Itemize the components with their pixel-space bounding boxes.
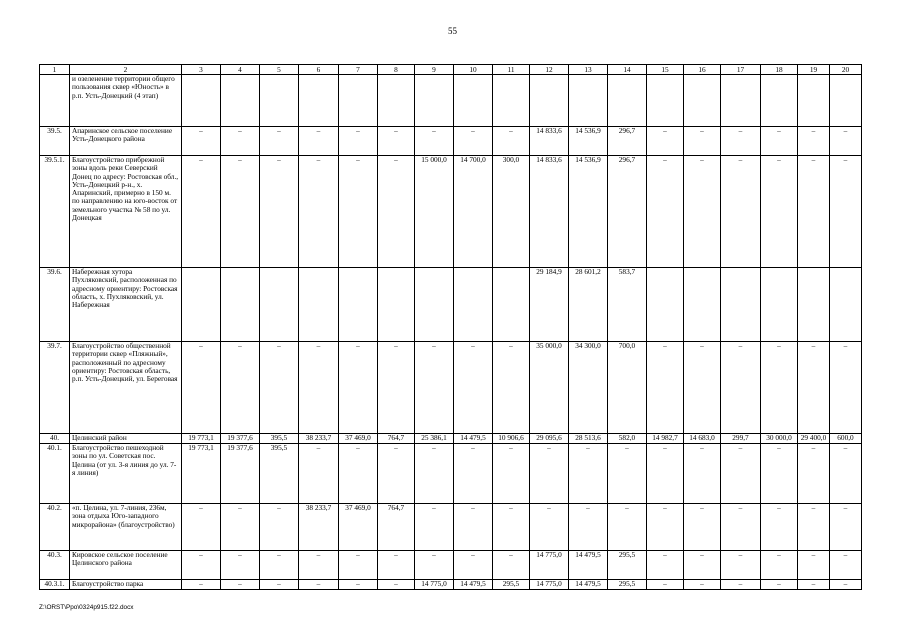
value-cell: 583,7 (608, 268, 647, 342)
value-cell: 14 536,9 (569, 156, 608, 268)
value-cell: – (830, 444, 862, 504)
value-cell: – (569, 504, 608, 551)
value-cell: – (684, 342, 721, 434)
value-cell: – (684, 580, 721, 590)
table-body (40, 65, 862, 590)
value-cell: – (761, 580, 798, 590)
row-number: 40.1. (40, 444, 70, 504)
value-cell: 30 000,0 (761, 434, 798, 444)
column-number: 3 (182, 65, 221, 75)
value-cell: – (647, 580, 684, 590)
value-cell (798, 75, 830, 127)
row-description: «п. Целина, ул. 7-линия, 236м, зона отдыха Юго-западного микрорайона» (благоустройство) (70, 504, 182, 551)
value-cell: – (761, 551, 798, 580)
value-cell: – (798, 127, 830, 156)
value-cell: – (415, 444, 454, 504)
value-cell: – (569, 444, 608, 504)
value-cell: – (378, 551, 415, 580)
value-cell: 14 479,5 (569, 580, 608, 590)
value-cell: 10 906,6 (493, 434, 530, 444)
value-cell: 14 479,5 (569, 551, 608, 580)
column-number: 16 (684, 65, 721, 75)
value-cell: 15 000,0 (415, 156, 454, 268)
row-description: Благоустройство прибрежной зоны вдоль реки Северский Донец по адресу: Ростовская обл., Усть-Донецкий р-н., х. Апаринский, примерно в 150 м. по направлению на юго-восток от земельного участка № 58 по ул. Донецкая (70, 156, 182, 268)
row-description: Благоустройство пешеходной зоны по ул. Советская пос. Целина (от ул. 3-я линия до ул. 7-я линия) (70, 444, 182, 504)
value-cell: – (454, 504, 493, 551)
value-cell: 14 833,6 (530, 127, 569, 156)
value-cell: 395,5 (260, 434, 299, 444)
value-cell: – (684, 551, 721, 580)
value-cell (608, 75, 647, 127)
value-cell: 38 233,7 (299, 434, 339, 444)
value-cell: 28 601,2 (569, 268, 608, 342)
value-cell: 29 400,0 (798, 434, 830, 444)
value-cell: – (339, 580, 378, 590)
table-row (40, 444, 862, 504)
value-cell: – (493, 551, 530, 580)
value-cell: – (260, 342, 299, 434)
row-number: 39.5.1. (40, 156, 70, 268)
value-cell: – (608, 504, 647, 551)
value-cell: – (721, 342, 761, 434)
value-cell: – (493, 444, 530, 504)
row-number: 39.5. (40, 127, 70, 156)
value-cell: 395,5 (260, 444, 299, 504)
value-cell: – (378, 342, 415, 434)
value-cell: – (221, 551, 260, 580)
value-cell: – (721, 127, 761, 156)
table-row (40, 551, 862, 580)
column-number: 15 (647, 65, 684, 75)
value-cell: – (299, 342, 339, 434)
value-cell: 300,0 (493, 156, 530, 268)
value-cell (721, 268, 761, 342)
value-cell (798, 268, 830, 342)
value-cell: – (182, 504, 221, 551)
value-cell: 19 377,6 (221, 444, 260, 504)
value-cell: – (493, 127, 530, 156)
value-cell: – (684, 156, 721, 268)
value-cell: – (378, 156, 415, 268)
table-row (40, 434, 862, 444)
value-cell (260, 75, 299, 127)
value-cell (299, 75, 339, 127)
value-cell: – (182, 580, 221, 590)
value-cell (454, 75, 493, 127)
value-cell (182, 75, 221, 127)
value-cell: 19 377,6 (221, 434, 260, 444)
value-cell (647, 75, 684, 127)
value-cell: – (684, 504, 721, 551)
row-number: 40. (40, 434, 70, 444)
footer-file-path: Z:\ORST\Ppo\0324p915.f22.docx (39, 604, 134, 611)
value-cell (530, 75, 569, 127)
value-cell: – (721, 580, 761, 590)
value-cell: – (221, 342, 260, 434)
budget-table (39, 64, 862, 590)
column-number: 9 (415, 65, 454, 75)
column-number: 8 (378, 65, 415, 75)
column-number: 6 (299, 65, 339, 75)
value-cell: 295,5 (608, 551, 647, 580)
value-cell: – (493, 504, 530, 551)
value-cell: – (608, 444, 647, 504)
value-cell: – (454, 551, 493, 580)
row-number: 40.3. (40, 551, 70, 580)
value-cell: 700,0 (608, 342, 647, 434)
value-cell: 14 479,5 (454, 434, 493, 444)
value-cell: 600,0 (830, 434, 862, 444)
column-number: 12 (530, 65, 569, 75)
column-number: 17 (721, 65, 761, 75)
value-cell: – (182, 156, 221, 268)
value-cell (221, 268, 260, 342)
value-cell: – (830, 342, 862, 434)
value-cell: – (378, 580, 415, 590)
value-cell: 582,0 (608, 434, 647, 444)
column-number: 18 (761, 65, 798, 75)
value-cell: – (798, 444, 830, 504)
value-cell (830, 75, 862, 127)
value-cell: – (415, 127, 454, 156)
value-cell: 28 513,6 (569, 434, 608, 444)
value-cell (221, 75, 260, 127)
value-cell: – (221, 504, 260, 551)
value-cell: – (530, 444, 569, 504)
value-cell (684, 75, 721, 127)
value-cell: 295,5 (608, 580, 647, 590)
value-cell: – (378, 127, 415, 156)
value-cell: – (221, 127, 260, 156)
value-cell: – (684, 444, 721, 504)
value-cell: – (454, 444, 493, 504)
row-description: Апаринское сельское поселение Усть-Донецкого района (70, 127, 182, 156)
column-number: 4 (221, 65, 260, 75)
table-row (40, 580, 862, 590)
value-cell: – (415, 504, 454, 551)
value-cell: 14 833,6 (530, 156, 569, 268)
value-cell: – (798, 342, 830, 434)
value-cell: – (260, 551, 299, 580)
value-cell: – (798, 551, 830, 580)
value-cell (415, 268, 454, 342)
value-cell: 34 300,0 (569, 342, 608, 434)
value-cell: 14 775,0 (530, 580, 569, 590)
value-cell: 29 095,6 (530, 434, 569, 444)
value-cell: – (761, 127, 798, 156)
value-cell: – (299, 444, 339, 504)
column-number: 10 (454, 65, 493, 75)
value-cell: – (721, 551, 761, 580)
value-cell: – (260, 156, 299, 268)
value-cell (761, 268, 798, 342)
value-cell: 29 184,9 (530, 268, 569, 342)
value-cell (378, 75, 415, 127)
value-cell: – (798, 504, 830, 551)
column-number: 13 (569, 65, 608, 75)
value-cell: 14 479,5 (454, 580, 493, 590)
value-cell: – (299, 156, 339, 268)
value-cell: – (182, 342, 221, 434)
value-cell: – (530, 504, 569, 551)
row-number: 40.2. (40, 504, 70, 551)
column-number: 5 (260, 65, 299, 75)
row-description: Благоустройство общественной территории сквер «Пляжный», расположенный по адресному ориентиру: Ростовская область, р.п. Усть-Донецкий, ул. Береговая (70, 342, 182, 434)
value-cell: – (721, 156, 761, 268)
value-cell: 35 000,0 (530, 342, 569, 434)
value-cell: – (415, 342, 454, 434)
value-cell: – (221, 580, 260, 590)
value-cell: – (339, 156, 378, 268)
value-cell: – (378, 444, 415, 504)
value-cell: 14 700,0 (454, 156, 493, 268)
value-cell: – (260, 580, 299, 590)
value-cell (761, 75, 798, 127)
value-cell (493, 268, 530, 342)
value-cell (830, 268, 862, 342)
value-cell: – (647, 504, 684, 551)
value-cell: – (647, 156, 684, 268)
value-cell: 14 683,0 (684, 434, 721, 444)
value-cell (378, 268, 415, 342)
value-cell: – (830, 580, 862, 590)
value-cell: – (798, 580, 830, 590)
value-cell: 296,7 (608, 127, 647, 156)
value-cell: – (761, 342, 798, 434)
value-cell: 38 233,7 (299, 504, 339, 551)
value-cell: 299,7 (721, 434, 761, 444)
value-cell (299, 268, 339, 342)
value-cell: 25 386,1 (415, 434, 454, 444)
value-cell: – (830, 551, 862, 580)
value-cell: – (798, 156, 830, 268)
value-cell: 14 775,0 (415, 580, 454, 590)
column-number: 19 (798, 65, 830, 75)
value-cell: – (299, 580, 339, 590)
page-number: 55 (448, 26, 457, 36)
value-cell: – (684, 127, 721, 156)
row-description: Благоустройство парка (70, 580, 182, 590)
row-description: Набережная хутора Пухляковский, расположенная по адресному ориентиру: Ростовская область, х. Пухляковский, ул. Набережная (70, 268, 182, 342)
value-cell (684, 268, 721, 342)
value-cell: 295,5 (493, 580, 530, 590)
table-row (40, 342, 862, 434)
row-number: 39.7. (40, 342, 70, 434)
value-cell: – (221, 156, 260, 268)
value-cell: 764,7 (378, 504, 415, 551)
value-cell (647, 268, 684, 342)
value-cell: – (299, 127, 339, 156)
table-row (40, 127, 862, 156)
value-cell (569, 75, 608, 127)
value-cell: – (454, 342, 493, 434)
row-number: 40.3.1. (40, 580, 70, 590)
value-cell (454, 268, 493, 342)
value-cell: – (339, 444, 378, 504)
value-cell (182, 268, 221, 342)
table-row (40, 75, 862, 127)
value-cell: – (761, 504, 798, 551)
value-cell: – (260, 504, 299, 551)
value-cell: 19 773,1 (182, 444, 221, 504)
value-cell: – (339, 127, 378, 156)
value-cell: – (830, 504, 862, 551)
table-row (40, 156, 862, 268)
value-cell: – (761, 156, 798, 268)
value-cell: – (761, 444, 798, 504)
value-cell: – (830, 127, 862, 156)
row-description: Целинский район (70, 434, 182, 444)
value-cell: 37 469,0 (339, 504, 378, 551)
value-cell: 14 536,9 (569, 127, 608, 156)
value-cell: – (454, 127, 493, 156)
value-cell (721, 75, 761, 127)
value-cell (339, 268, 378, 342)
value-cell: – (415, 551, 454, 580)
column-number: 14 (608, 65, 647, 75)
value-cell (493, 75, 530, 127)
value-cell: – (647, 551, 684, 580)
value-cell: – (830, 156, 862, 268)
row-number: 39.6. (40, 268, 70, 342)
row-description: Кировское сельское поселение Целинского района (70, 551, 182, 580)
column-number: 20 (830, 65, 862, 75)
value-cell: 764,7 (378, 434, 415, 444)
value-cell: – (339, 342, 378, 434)
value-cell: – (647, 444, 684, 504)
value-cell: – (647, 342, 684, 434)
value-cell: 296,7 (608, 156, 647, 268)
value-cell: – (182, 551, 221, 580)
value-cell: – (339, 551, 378, 580)
value-cell: 14 982,7 (647, 434, 684, 444)
value-cell: 37 469,0 (339, 434, 378, 444)
value-cell: – (299, 551, 339, 580)
row-description: и озеленение территории общего пользования сквер «Юность» в р.п. Усть-Донецкий (4 этап) (70, 75, 182, 127)
value-cell (339, 75, 378, 127)
value-cell: – (721, 444, 761, 504)
table-row (40, 504, 862, 551)
value-cell (415, 75, 454, 127)
value-cell: 19 773,1 (182, 434, 221, 444)
value-cell: – (647, 127, 684, 156)
value-cell: – (260, 127, 299, 156)
column-number: 11 (493, 65, 530, 75)
column-number: 1 (40, 65, 70, 75)
column-number-row (40, 65, 862, 75)
column-number: 2 (70, 65, 182, 75)
value-cell: 14 775,0 (530, 551, 569, 580)
value-cell: – (182, 127, 221, 156)
row-number (40, 75, 70, 127)
column-number: 7 (339, 65, 378, 75)
value-cell: – (493, 342, 530, 434)
value-cell: – (721, 504, 761, 551)
table-row (40, 268, 862, 342)
value-cell (260, 268, 299, 342)
